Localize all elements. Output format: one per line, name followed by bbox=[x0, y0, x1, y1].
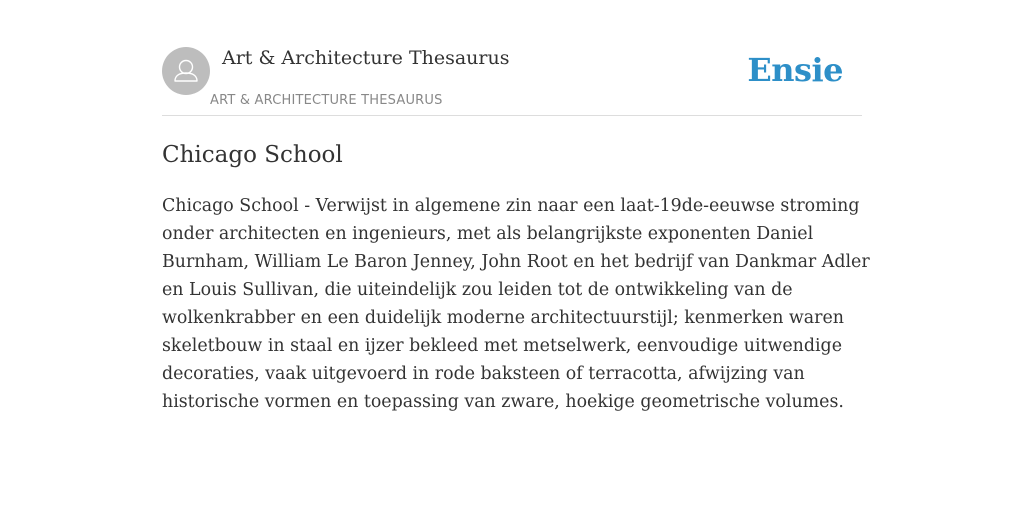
definition-line: en Louis Sullivan, die uiteindelijk zou leiden tot de ontwikkeling van de bbox=[162, 280, 793, 300]
definition-line: Chicago School - Verwijst in algemene zin naar een laat-19de-eeuwse stroming bbox=[162, 196, 860, 216]
definition-line: onder architecten en ingenieurs, met als belangrijkste exponenten Daniel bbox=[162, 224, 814, 244]
user-silhouette-icon bbox=[162, 47, 210, 95]
page-title: Chicago School bbox=[162, 142, 343, 168]
author-name[interactable]: Art & Architecture Thesaurus bbox=[222, 47, 510, 69]
header bbox=[162, 0, 862, 116]
definition-text bbox=[162, 192, 870, 416]
definition-line: Burnham, William Le Baron Jenney, John Root en het bedrijf van Dankmar Adler bbox=[162, 252, 870, 272]
ensie-logo[interactable]: Ensie bbox=[747, 51, 843, 89]
page bbox=[162, 0, 870, 512]
definition-line: historische vormen en toepassing van zware, hoekige geometrische volumes. bbox=[162, 392, 844, 412]
source-link[interactable]: ART & ARCHITECTURE THESAURUS bbox=[210, 93, 443, 108]
definition-line: skeletbouw in staal en ijzer bekleed met metselwerk, eenvoudige uitwendige bbox=[162, 336, 842, 356]
definition-line: wolkenkrabber en een duidelijk moderne architectuurstijl; kenmerken waren bbox=[162, 308, 844, 328]
avatar[interactable] bbox=[162, 47, 210, 95]
definition-line: decoraties, vaak uitgevoerd in rode baksteen of terracotta, afwijzing van bbox=[162, 364, 805, 384]
